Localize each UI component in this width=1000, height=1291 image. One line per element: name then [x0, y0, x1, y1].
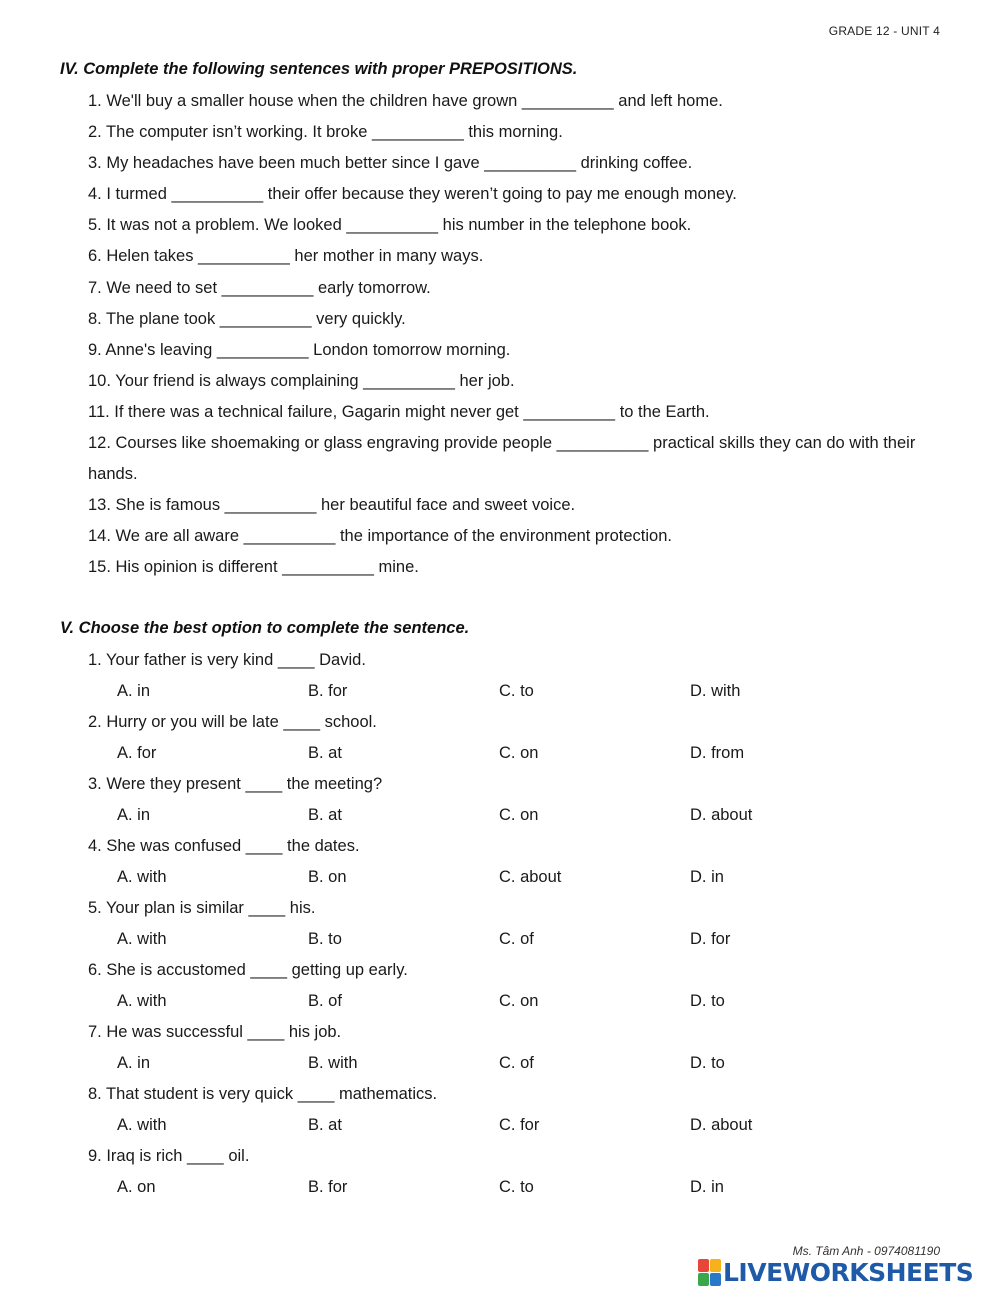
option-a[interactable]: A. with [117, 1116, 167, 1134]
option-a[interactable]: A. on [117, 1178, 156, 1196]
mc-options [88, 738, 948, 769]
section-iv-title: IV. Complete the following sentences with proper PREPOSITIONS. [60, 60, 578, 78]
fill-in-question: 4. I turmed __________ their offer because they weren’t going to pay me enough money. [88, 185, 737, 204]
option-d[interactable]: D. with [690, 682, 741, 700]
mc-question: 6. She is accustomed ____ getting up early. [88, 961, 408, 979]
mc-question-block [88, 955, 948, 1017]
logo-text: LIVEWORKSHEETS [723, 1257, 974, 1287]
mc-options [88, 986, 948, 1017]
mc-question-block [88, 1079, 948, 1141]
option-d[interactable]: D. about [690, 806, 753, 824]
mc-question: 5. Your plan is similar ____ his. [88, 899, 316, 917]
fill-in-question: 3. My headaches have been much better since I gave __________ drinking coffee. [88, 154, 693, 173]
mc-question-block [88, 645, 948, 707]
option-b[interactable]: B. on [308, 868, 347, 886]
logo-square-icon [698, 1273, 709, 1286]
fill-in-question: 11. If there was a technical failure, Gagarin might never get __________ to the Earth. [88, 402, 710, 421]
option-a[interactable]: A. for [117, 744, 157, 762]
option-d[interactable]: D. from [690, 744, 745, 762]
fill-in-question: 8. The plane took __________ very quickly. [88, 309, 406, 328]
mc-question-block [88, 1141, 948, 1203]
mc-question: 2. Hurry or you will be late ____ school. [88, 713, 377, 731]
logo-mark-icon [698, 1259, 720, 1285]
option-a[interactable]: A. with [117, 992, 167, 1010]
mc-options [88, 676, 948, 707]
option-c[interactable]: C. of [499, 1054, 534, 1072]
option-c[interactable]: C. on [499, 992, 539, 1010]
option-b[interactable]: B. at [308, 1116, 342, 1134]
option-b[interactable]: B. for [308, 682, 348, 700]
mc-options [88, 800, 948, 831]
mc-question: 4. She was confused ____ the dates. [88, 837, 360, 855]
mc-options [88, 924, 948, 955]
fill-in-question: 7. We need to set __________ early tomorrow. [88, 278, 431, 297]
fill-in-question: 10. Your friend is always complaining __________ her job. [88, 371, 515, 390]
mc-question-block [88, 831, 948, 893]
mc-options [88, 1172, 948, 1203]
fill-in-question: 13. She is famous __________ her beautiful face and sweet voice. [88, 496, 576, 515]
option-a[interactable]: A. with [117, 868, 167, 886]
author-credit: Ms. Tâm Anh - 0974081190 [792, 1244, 940, 1258]
section-iv-question-list [88, 86, 948, 583]
fill-in-question: 6. Helen takes __________ her mother in many ways. [88, 247, 484, 266]
option-d[interactable]: D. in [690, 1178, 724, 1196]
mc-options [88, 862, 948, 893]
option-c[interactable]: C. on [499, 744, 539, 762]
logo-square-icon [710, 1259, 721, 1272]
mc-question-block [88, 707, 948, 769]
section-v-question-list [88, 645, 948, 1203]
option-b[interactable]: B. of [308, 992, 342, 1010]
fill-in-question: 2. The computer isn’t working. It broke __________ this morning. [88, 123, 563, 142]
option-c[interactable]: C. on [499, 806, 539, 824]
option-c[interactable]: C. of [499, 930, 534, 948]
option-b[interactable]: B. with [308, 1054, 358, 1072]
option-b[interactable]: B. at [308, 744, 342, 762]
section-v-title: V. Choose the best option to complete the sentence. [60, 619, 470, 637]
grade-unit-label: GRADE 12 - UNIT 4 [828, 24, 940, 38]
option-d[interactable]: D. about [690, 1116, 753, 1134]
mc-options [88, 1048, 948, 1079]
option-c[interactable]: C. to [499, 1178, 534, 1196]
option-d[interactable]: D. for [690, 930, 731, 948]
option-b[interactable]: B. at [308, 806, 342, 824]
logo-square-icon [710, 1273, 721, 1286]
logo-square-icon [698, 1259, 709, 1272]
option-a[interactable]: A. in [117, 682, 151, 700]
option-c[interactable]: C. for [499, 1116, 540, 1134]
option-d[interactable]: D. in [690, 868, 724, 886]
option-c[interactable]: C. about [499, 868, 562, 886]
mc-question: 1. Your father is very kind ____ David. [88, 651, 366, 669]
option-d[interactable]: D. to [690, 992, 725, 1010]
mc-question: 7. He was successful ____ his job. [88, 1023, 342, 1041]
option-a[interactable]: A. in [117, 1054, 151, 1072]
mc-question-block [88, 769, 948, 831]
liveworksheets-logo[interactable] [698, 1257, 994, 1287]
mc-question-block [88, 1017, 948, 1079]
fill-in-question: 9. Anne's leaving __________ London tomorrow morning. [88, 340, 511, 359]
fill-in-question: 5. It was not a problem. We looked __________ his number in the telephone book. [88, 216, 692, 235]
mc-question: 8. That student is very quick ____ mathematics. [88, 1085, 438, 1103]
fill-in-question: 12. Courses like shoemaking or glass engraving provide people __________ practical skills they can do with their hands. [88, 434, 916, 484]
option-b[interactable]: B. for [308, 1178, 348, 1196]
fill-in-question: 14. We are all aware __________ the importance of the environment protection. [88, 527, 672, 546]
mc-options [88, 1110, 948, 1141]
mc-question: 3. Were they present ____ the meeting? [88, 775, 383, 793]
option-d[interactable]: D. to [690, 1054, 725, 1072]
option-c[interactable]: C. to [499, 682, 534, 700]
option-a[interactable]: A. with [117, 930, 167, 948]
option-a[interactable]: A. in [117, 806, 151, 824]
mc-question-block [88, 893, 948, 955]
fill-in-question: 1. We'll buy a smaller house when the children have grown __________ and left home. [88, 92, 723, 110]
mc-question: 9. Iraq is rich ____ oil. [88, 1147, 250, 1165]
option-b[interactable]: B. to [308, 930, 342, 948]
fill-in-question: 15. His opinion is different __________ mine. [88, 558, 419, 577]
